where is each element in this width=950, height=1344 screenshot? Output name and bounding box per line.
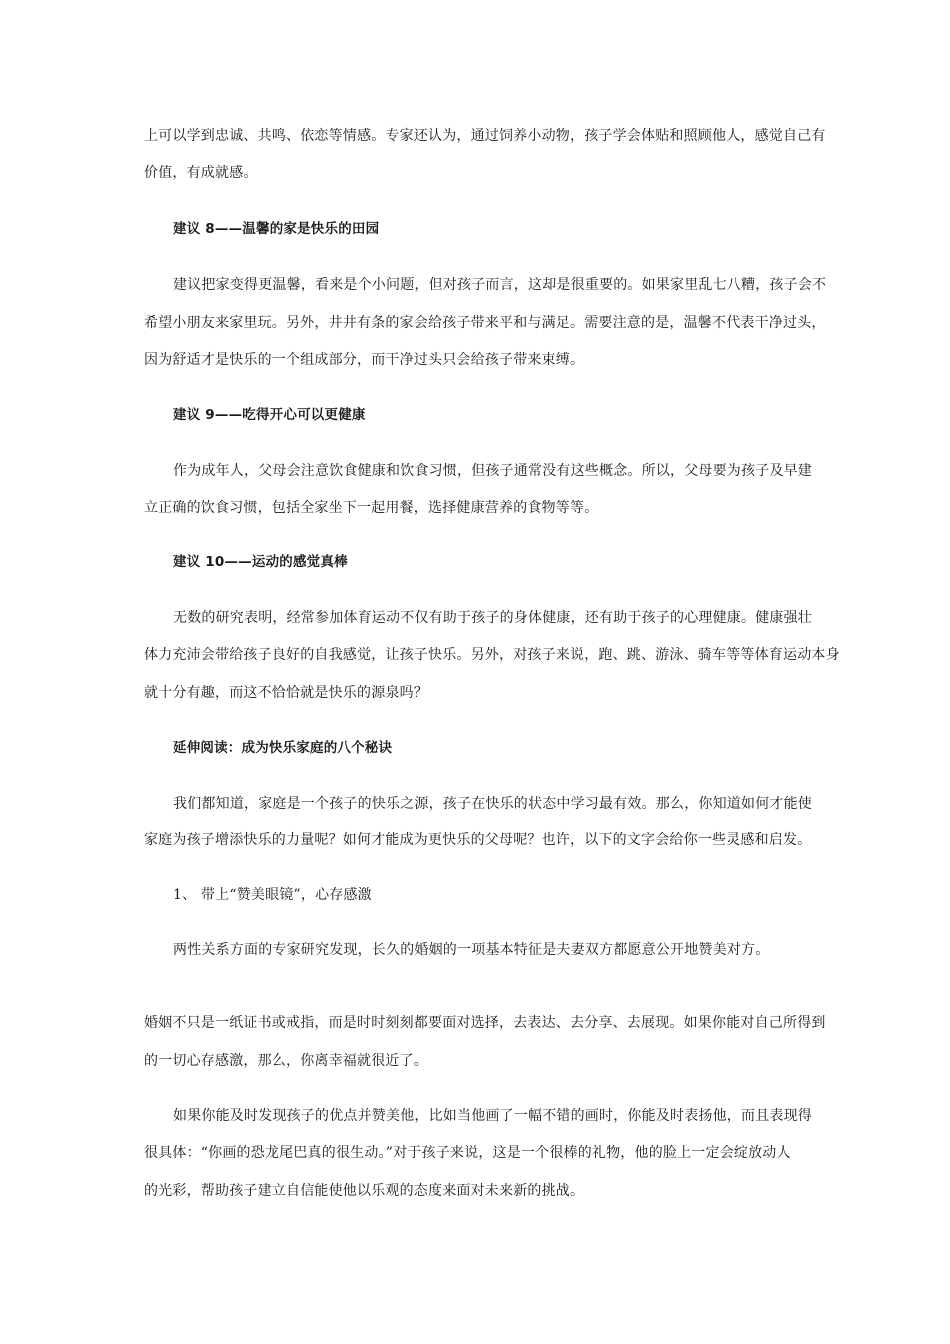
paragraph-diet-line-1: 作为成年人，父母会注意饮食健康和饮食习惯，但孩子通常没有这些概念。所以，父母要为孩子及早建 <box>173 463 812 479</box>
paragraph-pet-line-1: 上可以学到忠诚、共鸣、依恋等情感。专家还认为，通过饲养小动物，孩子学会体贴和照顾他人，感觉自己有 <box>144 128 826 144</box>
heading-suggestion-10: 建议 10——运动的感觉真棒 <box>173 554 348 570</box>
paragraph-marriage-line-2: 的一切心存感激，那么，你离幸福就很近了。 <box>144 1053 428 1069</box>
heading-suggestion-8: 建议 8——温馨的家是快乐的田园 <box>173 221 380 237</box>
paragraph-home-line-1: 建议把家变得更温馨，看来是个小问题，但对孩子而言，这却是很重要的。如果家里乱七八糟，孩子会不 <box>173 277 827 293</box>
paragraph-home-line-3: 因为舒适才是快乐的一个组成部分，而干净过头只会给孩子带来束缚。 <box>144 352 585 368</box>
heading-extended-reading: 延伸阅读：成为快乐家庭的八个秘诀 <box>173 740 393 756</box>
paragraph-praise-line-3: 的光彩，帮助孩子建立自信能使他以乐观的态度来面对未来新的挑战。 <box>144 1183 585 1199</box>
paragraph-family-line-1: 我们都知道，家庭是一个孩子的快乐之源，孩子在快乐的状态中学习最有效。那么，你知道如何才能使 <box>173 796 812 812</box>
paragraph-home-line-2: 希望小朋友来家里玩。另外，井井有条的家会给孩子带来平和与满足。需要注意的是，温馨不代表干净过头， <box>144 315 826 331</box>
paragraph-sport-line-2: 体力充沛会带给孩子良好的自我感觉，让孩子快乐。另外，对孩子来说，跑、跳、游泳、骑车等等体育运动本身 <box>144 647 840 663</box>
paragraph-sport-line-3: 就十分有趣，而这不恰恰就是快乐的源泉吗？ <box>144 685 428 701</box>
list-item-1-title: 1、 带上“赞美眼镜”，心存感激 <box>173 887 372 903</box>
paragraph-praise-line-1: 如果你能及时发现孩子的优点并赞美他，比如当他画了一幅不错的画时，你能及时表扬他，而且表现得 <box>173 1108 812 1124</box>
paragraph-sport-line-1: 无数的研究表明，经常参加体育运动不仅有助于孩子的身体健康，还有助于孩子的心理健康。健康强壮 <box>173 610 812 626</box>
paragraph-expert-research: 两性关系方面的专家研究发现，长久的婚姻的一项基本特征是夫妻双方都愿意公开地赞美对方。 <box>173 942 770 958</box>
paragraph-praise-line-2: 很具体：“你画的恐龙尾巴真的很生动。”对于孩子来说，这是一个很棒的礼物，他的脸上一定会绽放动人 <box>144 1145 791 1161</box>
heading-suggestion-9: 建议 9——吃得开心可以更健康 <box>173 407 366 423</box>
paragraph-family-line-2: 家庭为孩子增添快乐的力量呢？如何才能成为更快乐的父母呢？也许，以下的文字会给你一些灵感和启发。 <box>144 832 812 848</box>
paragraph-marriage-line-1: 婚姻不只是一纸证书或戒指，而是时时刻刻都要面对选择，去表达、去分享、去展现。如果你能对自己所得到 <box>144 1015 826 1031</box>
paragraph-diet-line-2: 立正确的饮食习惯，包括全家坐下一起用餐，选择健康营养的食物等等。 <box>144 500 599 516</box>
paragraph-pet-line-2: 价值，有成就感。 <box>144 165 258 181</box>
